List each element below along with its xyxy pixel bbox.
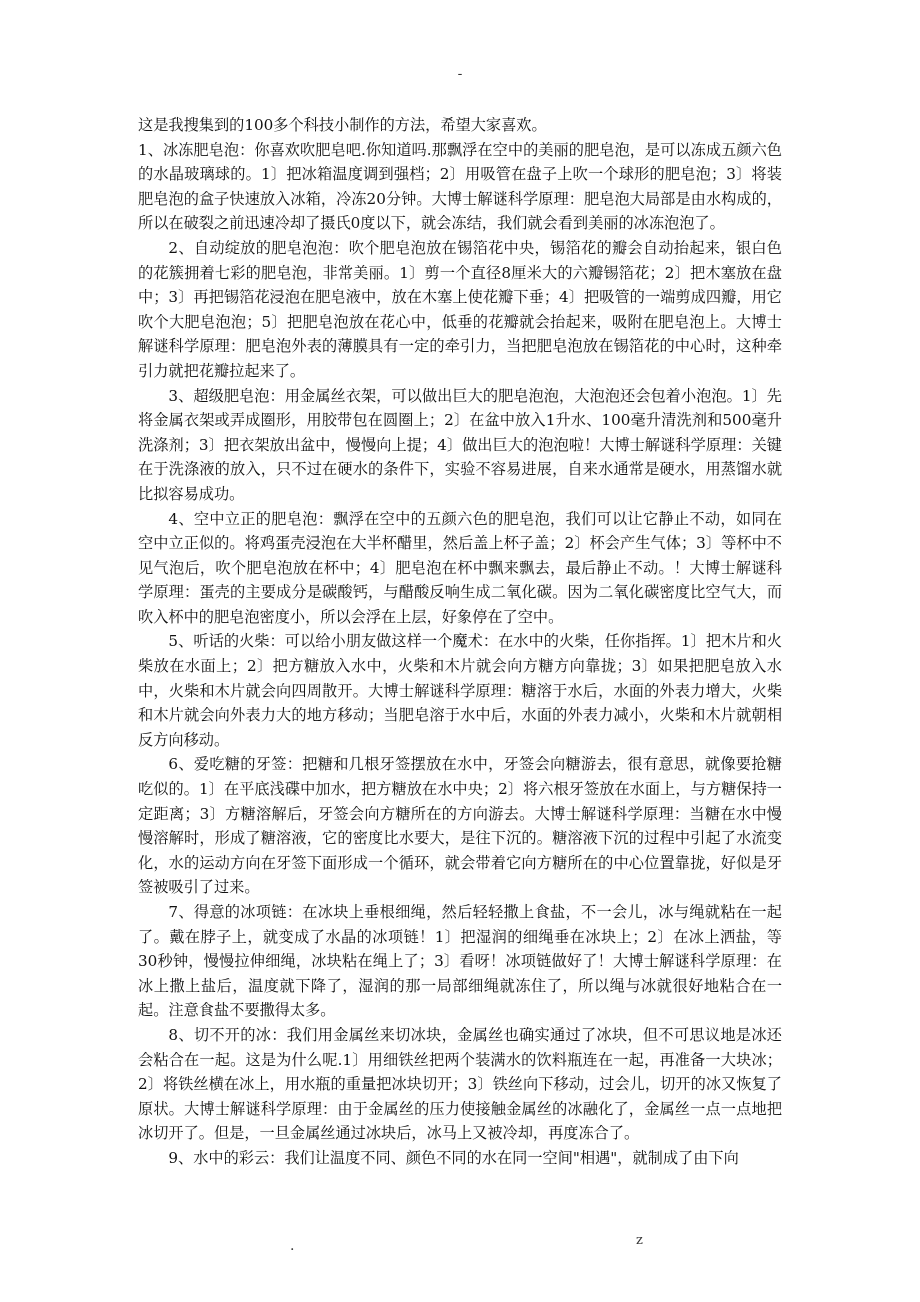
paragraph-2: 2、自动绽放的肥皂泡泡：吹个肥皂泡放在锡箔花中央，锡箔花的瓣会自动抬起来，银白色的花簇拥着七彩的肥皂泡，非常美丽。1〕剪一个直径8厘米大的六瓣锡箔花；2〕把木塞放在盘中；3〕再把锡箔花浸泡在肥皂液中，放在木塞上使花瓣下垂；4〕把吸管的一端剪成四瓣，用它吹个大肥皂泡泡；5〕把肥皂泡放在花心中，低垂的花瓣就会抬起来，吸附在肥皂泡上。大博士解谜科学原理：肥皂泡外表的薄膜具有一定的牵引力，当把肥皂泡放在锡箔花的中心时，这种牵引力就把花瓣拉起来了。 xyxy=(138,238,782,380)
paragraph-1: 1、冰冻肥皂泡：你喜欢吹肥皂吧.你知道吗.那飘浮在空中的美丽的肥皂泡，是可以冻成五颜六色的水晶玻璃球的。1〕把冰箱温度调到强档；2〕用吸管在盘子上吹一个球形的肥皂泡；3〕将装肥皂泡的盒子快速放入冰箱，冷冻20分钟。大博士解谜科学原理：肥皂泡大局部是由水构成的，所以在破裂之前迅速冷却了摄氏0度以下，就会冻结，我们就会看到美丽的冰冻泡泡了。 xyxy=(138,140,782,233)
paragraph-3: 3、超级肥皂泡：用金属丝衣架，可以做出巨大的肥皂泡泡，大泡泡还会包着小泡泡。1〕先将金属衣架或弄成圈形，用胶带包在圆圈上；2〕在盆中放入1升水、100毫升清洗剂和500毫升洗涤剂；3〕把衣架放出盆中，慢慢向上提；4〕做出巨大的泡泡啦！大博士解谜科学原理：关键在于洗涤液的放入，只不过在硬水的条件下，实验不容易进展，自来水通常是硬水，用蒸馏水就比拟容易成功。 xyxy=(138,386,782,503)
page-footer-right: z xyxy=(636,1233,643,1248)
paragraph-8: 8、切不开的冰：我们用金属丝来切冰块，金属丝也确实通过了冰块，但不可思议地是冰还会粘合在一起。这是为什么呢.1〕用细铁丝把两个装满水的饮料瓶连在一起，再准备一大块冰；2〕将铁丝横在冰上，用水瓶的重量把冰块切开；3〕铁丝向下移动，过会儿，切开的冰又恢复了原状。大博士解谜科学原理：由于金属丝的压力使接触金属丝的冰融化了，金属丝一点一点地把冰切开了。但是，一旦金属丝通过冰块后，冰马上又被冷却，再度冻合了。 xyxy=(138,1025,782,1143)
paragraph-5: 5、听话的火柴：可以给小朋友做这样一个魔术：在水中的火柴，任你指挥。1〕把木片和火柴放在水面上；2〕把方糖放入水中，火柴和木片就会向方糖方向靠拢；3〕如果把肥皂放入水中，火柴和木片就会向四周散开。大博士解谜科学原理：糖溶于水后，水面的外表力增大，火柴和木片就会向外表力大的地方移动；当肥皂溶于水中后，水面的外表力减小，火柴和木片就朝相反方向移动。 xyxy=(138,632,782,749)
intro-line: 这是我搜集到的100多个科技小制作的方法，希望大家喜欢。 xyxy=(138,116,547,134)
document-body xyxy=(138,113,782,1171)
paragraph-4: 4、空中立正的肥皂泡：飘浮在空中的五颜六色的肥皂泡，我们可以让它静止不动，如同在空中立正似的。将鸡蛋壳浸泡在大半杯醋里，然后盖上杯子盖；2〕杯会产生气体；3〕等杯中不见气泡后，吹个肥皂泡放在杯中；4〕肥皂泡在杯中飘来飘去，最后静止不动。！大博士解谜科学原理：蛋壳的主要成分是碳酸钙，与醋酸反响生成二氧化碳。因为二氧化碳密度比空气大，而吹入杯中的肥皂泡密度小，所以会浮在上层，好象停在了空中。 xyxy=(138,509,782,626)
page-footer-left: . xyxy=(290,1238,295,1254)
paragraph-7: 7、得意的冰项链：在冰块上垂根细绳，然后轻轻撒上食盐，不一会儿，冰与绳就粘在一起了。戴在脖子上，就变成了水晶的冰项链！1〕把湿润的细绳垂在冰块上；2〕在冰上洒盐，等30秒钟，慢慢拉伸细绳，冰块粘在绳上了；3〕看呀！冰项链做好了！大博士解谜科学原理：在冰上撒上盐后，温度就下降了，湿润的那一局部细绳就冻住了，所以绳与冰就很好地粘合在一起。注意食盐不要撒得太多。 xyxy=(138,903,782,1020)
paragraph-6: 6、爱吃糖的牙签：把糖和几根牙签摆放在水中，牙签会向糖游去，很有意思，就像要抢糖吃似的。1〕在平底浅碟中加水，把方糖放在水中央；2〕将六根牙签放在水面上，与方糖保持一定距离；3〕方糖溶解后，牙签会向方糖所在的方向游去。大博士解谜科学原理：当糖在水中慢慢溶解时，形成了糖溶液，它的密度比水要大，是往下沉的。糖溶液下沉的过程中引起了水流变化，水的运动方向在牙签下面形成一个循环，就会带着它向方糖所在的中心位置靠拢，好似是牙签被吸引了过来。 xyxy=(138,755,782,897)
paragraph-9: 9、水中的彩云：我们让温度不同、颜色不同的水在同一空间"相遇"，就制成了由下向 xyxy=(168,1148,739,1167)
page-header-mark: - xyxy=(457,66,463,82)
